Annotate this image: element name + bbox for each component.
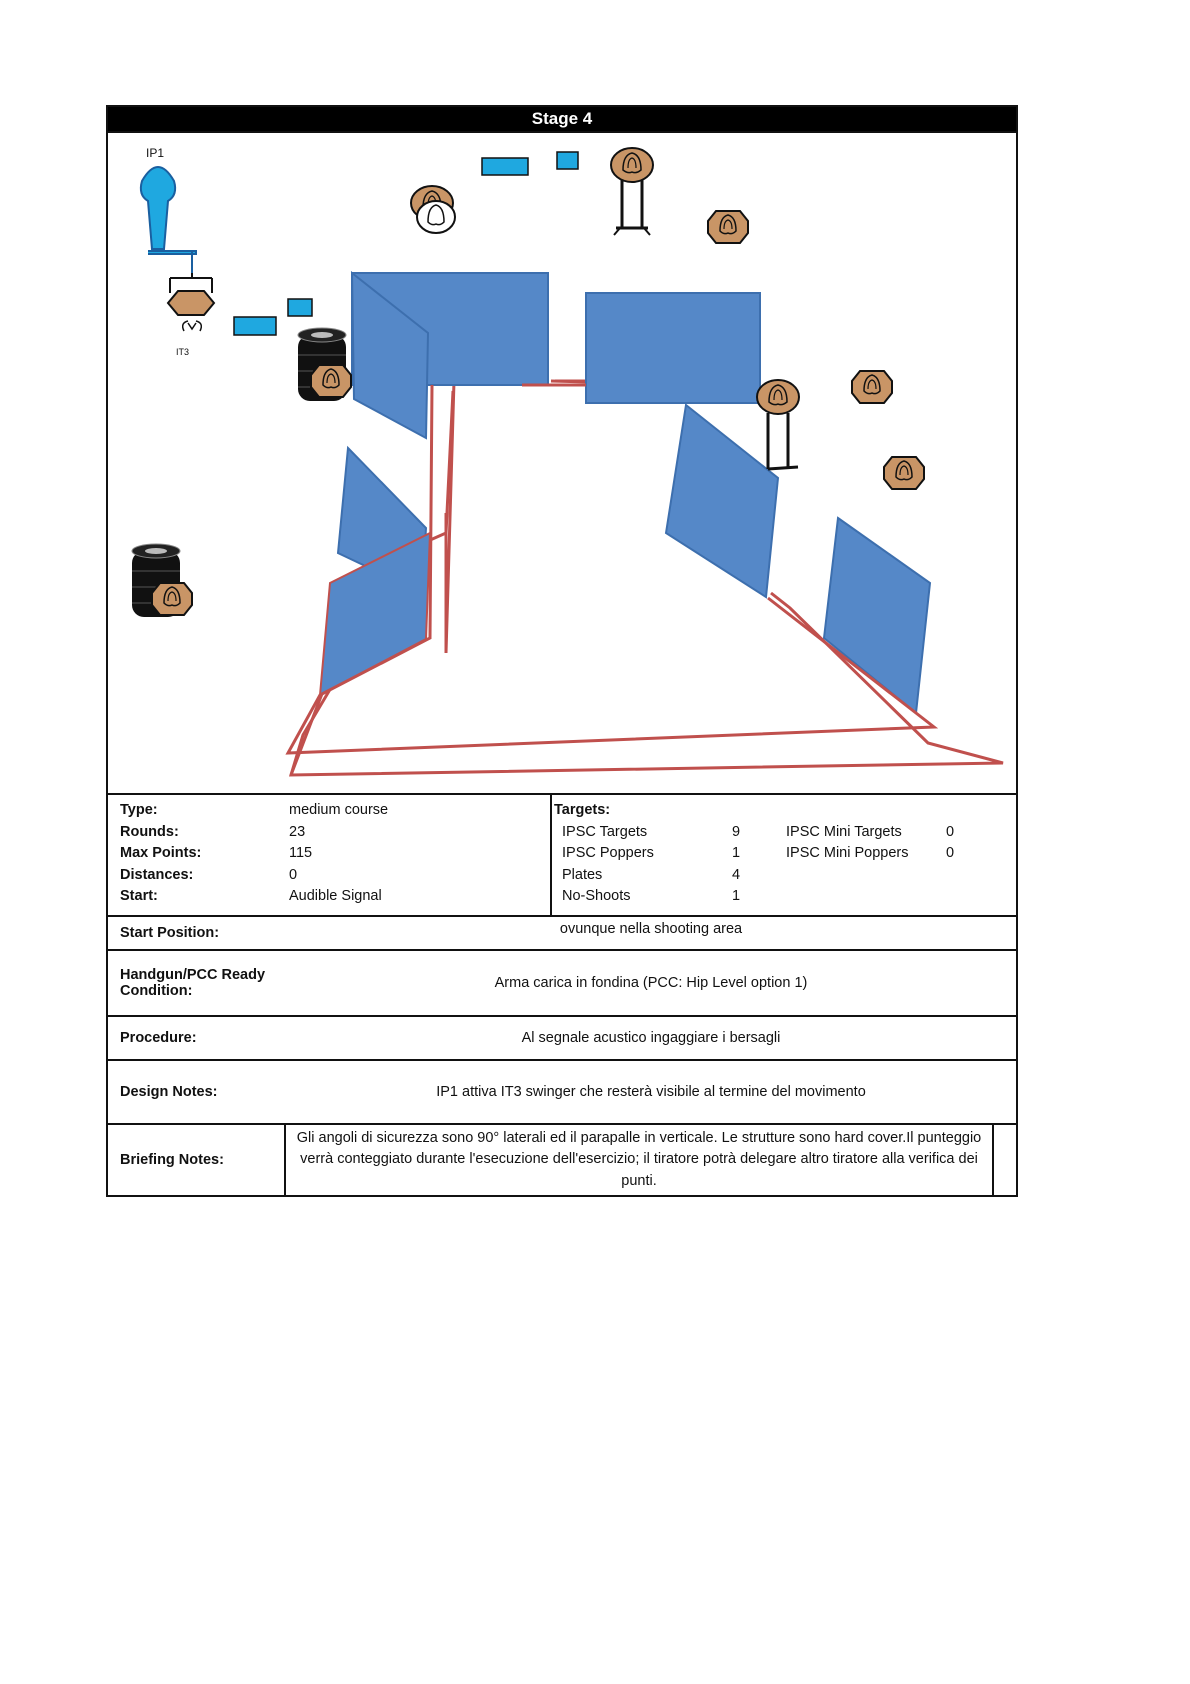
design-notes-row [108,1061,1016,1125]
swinger-target [168,273,214,331]
no-shoots-label: No-Shoots [562,888,631,904]
start-position-label: Start Position: [120,925,220,941]
no-shoot-target [417,201,455,233]
briefing-notes-value: Gli angoli di sicurezza sono 90° laterali ed il parapalle in verticale. Le strutture sono hard cover.Il punteggio verrà conteggiato durante l'esecuzione dell'esercizio; il tiratore potrà delegare altro tiratore alla verifica dei punti. [286,1125,994,1195]
target-right-1 [852,371,892,403]
mini-poppers-label: IPSC Mini Poppers [786,845,909,861]
procedure-label: Procedure: [120,1030,197,1046]
type-value: medium course [289,802,389,818]
briefing-notes-row [108,1125,1016,1195]
activator-label: IP1 [146,146,165,160]
start-position-value: ovunque nella shooting area [559,921,743,937]
plate-4 [288,299,312,316]
design-notes-label: Design Notes: [120,1084,218,1100]
stage-info [108,795,1016,917]
rounds-label: Rounds: [120,823,179,840]
mini-targets-label: IPSC Mini Targets [786,823,902,840]
stage-info-left [108,795,552,915]
no-shoots-value: 1 [732,888,741,904]
plate-1 [482,158,528,175]
briefing-notes-label: Briefing Notes: [108,1125,286,1195]
target-right-2 [884,457,924,489]
ipsc-targets-value: 9 [732,823,741,840]
plate-2 [557,152,578,169]
plates-value: 4 [732,866,741,883]
target-on-barrel-1 [311,365,351,397]
activator-popper [141,167,196,273]
ready-condition-value: Arma carica in fondina (PCC: Hip Level option 1) [494,975,808,991]
wall-top-right [586,293,760,403]
mini-targets-value: 0 [946,823,955,840]
targets-title: Targets: [554,802,611,818]
stage-diagram [108,131,1016,795]
procedure-row [108,1017,1016,1061]
ready-condition-label: Handgun/PCC Ready Condition: [120,967,266,999]
rounds-value: 23 [289,823,306,840]
ready-condition-row [108,951,1016,1017]
stage-title: Stage 4 [108,107,1016,131]
distances-value: 0 [289,866,298,883]
swinger-label: IT3 [176,347,190,357]
mini-poppers-value: 0 [946,845,955,861]
plate-3 [234,317,276,335]
design-notes-value: IP1 attiva IT3 swinger che resterà visibile al termine del movimento [436,1084,866,1100]
type-label: Type: [120,802,158,818]
ipsc-poppers-label: IPSC Poppers [562,845,654,861]
stage-diagram-svg [108,133,1016,793]
plates-label: Plates [562,866,603,883]
start-label: Start: [120,888,158,904]
max-points-value: 115 [289,845,313,861]
target-stand-top [611,148,653,235]
ipsc-poppers-value: 1 [732,845,741,861]
stage-sheet [106,105,1018,1197]
target-on-barrel-2 [152,583,192,615]
start-value: Audible Signal [289,888,382,904]
distances-label: Distances: [120,866,194,883]
targets-summary [552,795,1016,915]
briefing-notes-spacer [994,1125,1016,1195]
wall-right-middle [666,405,778,597]
target-stand-right [757,380,799,469]
procedure-value: Al segnale acustico ingaggiare i bersagli [521,1030,781,1046]
max-points-label: Max Points: [120,845,202,861]
target-top-right [708,211,748,243]
ipsc-targets-label: IPSC Targets [562,823,648,840]
start-position-row [108,917,1016,951]
